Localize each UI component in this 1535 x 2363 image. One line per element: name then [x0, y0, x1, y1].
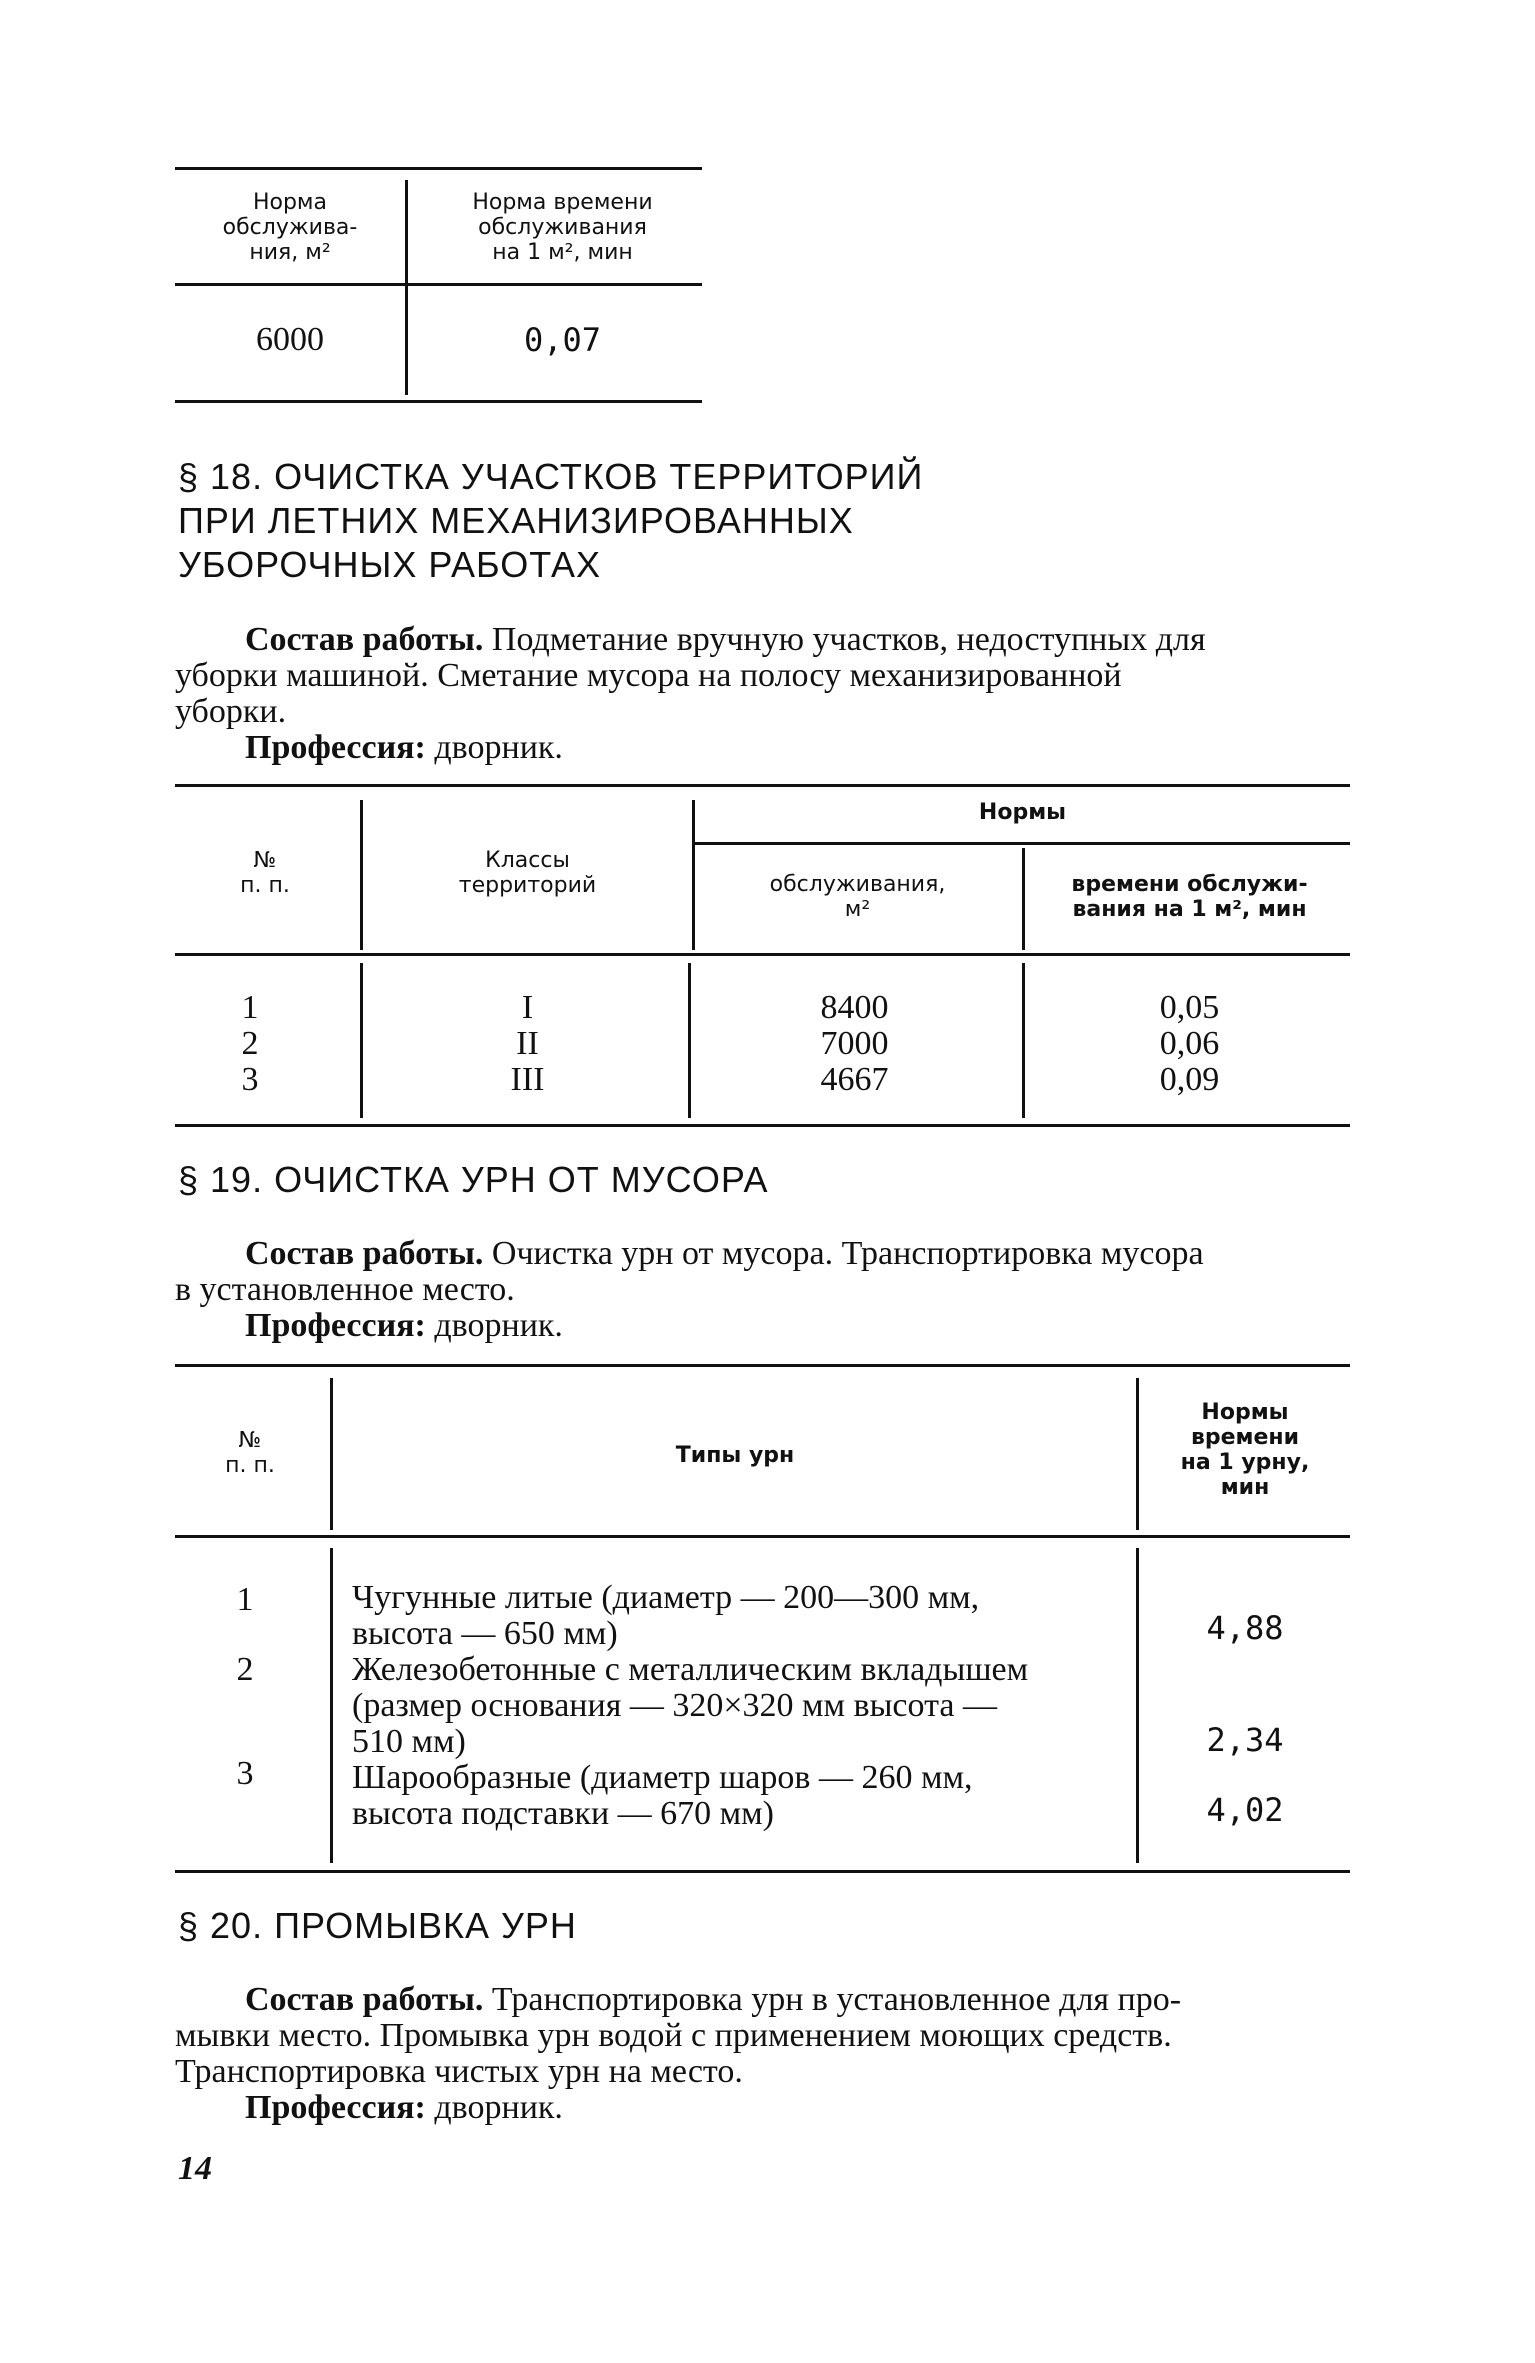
section-20-work-description: Состав работы. Транспортировка урн в установленное для про- мывки место. Промывка урн водой с применением моющих средств. Транспортировка чистых урн на место. Профессия: дворник. — [175, 1982, 1350, 2126]
table-3-header-rule — [175, 1535, 1350, 1538]
table-2-header-rule — [175, 953, 1350, 956]
table-3-type-header: Типы урн — [675, 1443, 795, 1468]
table-2-divider-1 — [360, 800, 363, 950]
table-2-body-divider-3 — [1022, 963, 1025, 1118]
table-1-col-divider — [405, 180, 408, 395]
table-1-top-rule — [175, 167, 702, 170]
table-3-divider-1 — [330, 1378, 333, 1530]
section-20-work-label: Состав работы. — [245, 1981, 484, 2018]
table-1-header-rule — [175, 283, 702, 286]
page-number: 14 — [178, 2150, 212, 2187]
table-3-time-header: Нормы времени на 1 урну, мин — [1180, 1400, 1310, 1500]
table-3-divider-2 — [1136, 1378, 1139, 1530]
table-2-norms-rule — [695, 842, 1350, 845]
section-18-title: § 18. ОЧИСТКА УЧАСТКОВ ТЕРРИТОРИЙ ПРИ ЛЕТНИХ МЕХАНИЗИРОВАННЫХ УБОРОЧНЫХ РАБОТАХ — [178, 456, 924, 585]
table-3-num-header: № п. п. — [225, 1428, 275, 1478]
table-2-norms-header: Нормы — [978, 800, 1067, 825]
table-2-top-rule — [175, 784, 1350, 787]
section-19-work-label: Состав работы. — [245, 1235, 484, 1272]
table-2-body-divider-1 — [360, 963, 363, 1118]
table-3-body-divider-1 — [330, 1548, 333, 1863]
section-19-profession: Профессия: дворник. — [245, 1307, 563, 1344]
section-18-work-label: Состав работы. — [245, 621, 484, 658]
section-19-title: § 19. ОЧИСТКА УРН ОТ МУСОРА — [178, 1159, 769, 1200]
table-1-time-norm: 0,07 — [523, 321, 602, 359]
table-2-time-header: времени обслужи- вания на 1 м², мин — [1071, 872, 1308, 922]
table-2-bottom-rule — [175, 1124, 1350, 1127]
section-18-work-description: Состав работы. Подметание вручную участков, недоступных для уборки машиной. Сметание мусора на полосу механизированной уборки. Профессия: дворник. — [175, 622, 1350, 766]
table-1-col1-header: Норма обслужива- ния, м² — [222, 190, 358, 265]
table-2-class-header: Классы территорий — [458, 848, 597, 898]
table-1-bottom-rule — [175, 400, 702, 403]
table-2-service-header: обслуживания, м² — [769, 872, 946, 922]
table-2-divider-3 — [1022, 848, 1025, 950]
table-1-service-norm: 6000 — [256, 321, 324, 358]
table-3-bottom-rule — [175, 1870, 1350, 1873]
table-1-col2-header: Норма времени обслуживания на 1 м², мин — [472, 190, 653, 265]
table-2-num-header: № п. п. — [240, 848, 290, 898]
table-3-top-rule — [175, 1364, 1350, 1367]
section-20-profession: Профессия: дворник. — [245, 2089, 563, 2126]
table-3-body-divider-2 — [1136, 1548, 1139, 1863]
section-20-title: § 20. ПРОМЫВКА УРН — [178, 1905, 577, 1946]
section-19-work-description: Состав работы. Очистка урн от мусора. Транспортировка мусора в установленное место. Профессия: дворник. — [175, 1236, 1350, 1344]
section-18-profession: Профессия: дворник. — [245, 729, 563, 766]
